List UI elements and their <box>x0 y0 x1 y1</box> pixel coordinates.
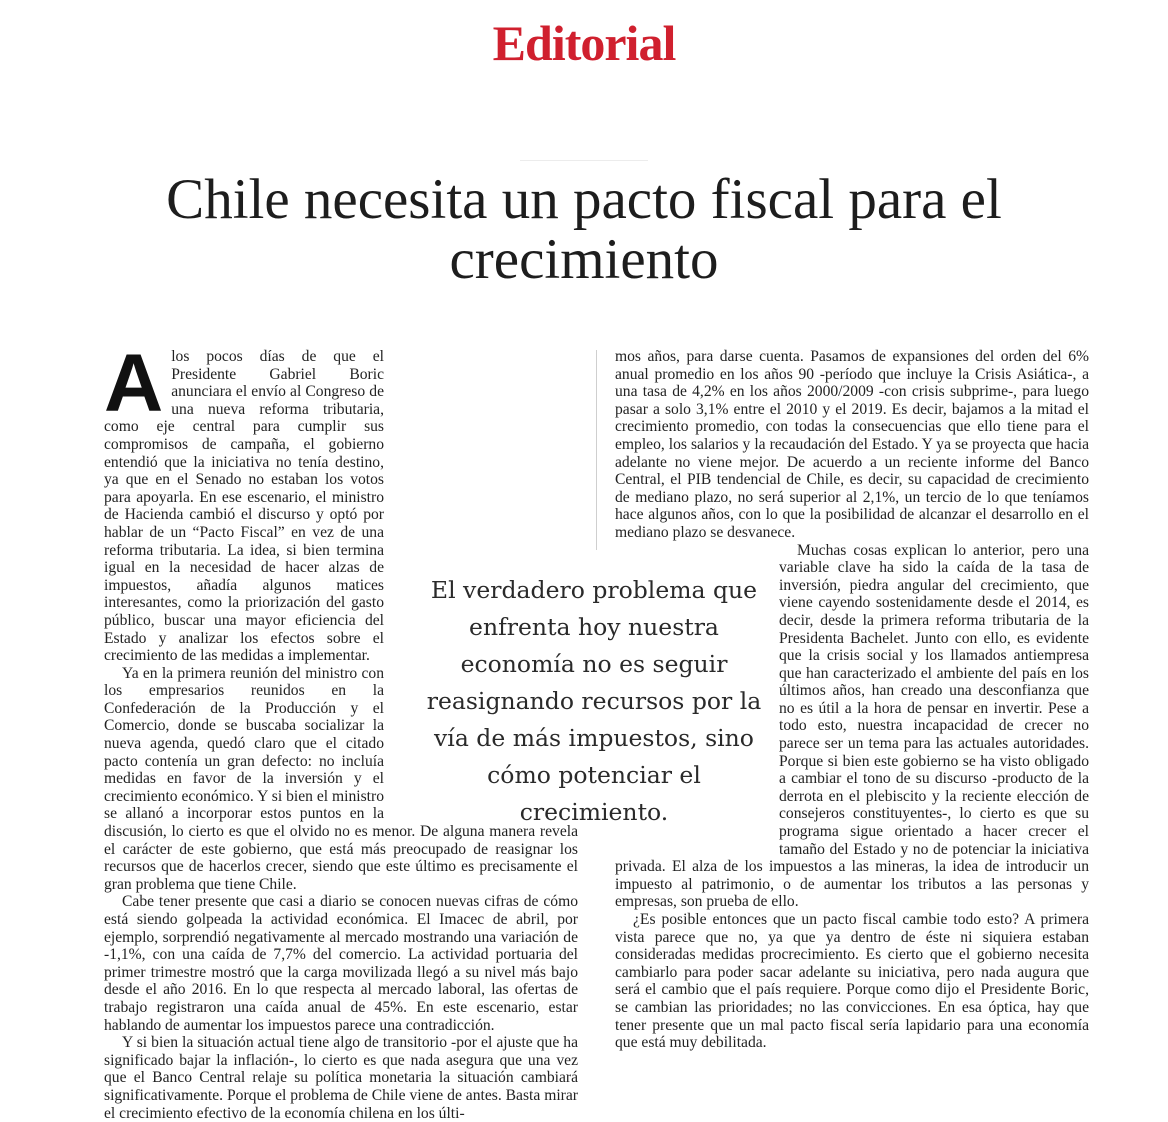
column-rule <box>596 350 597 550</box>
paragraph-6: Muchas cosas explican lo anterior, pero una variable clave ha sido la caída de la tasa de inversión, piedra angular del crecimiento, que viene cayendo sostenidamente desde el 2014, es decir, desde la primera reforma tributaria de la Presidenta Bachelet. Junto con ello, es evidente que la crisis social y los llamados antiempresa que han caracterizado el ambiente del país en los últimos años, han creado una desconfianza que no es útil a la hora de pensar en invertir. Pese a todo esto, nuestra incapacidad de crecer no parece ser un tema para las actuales autoridades. Porque si bien este gobierno se ha visto obligado a cambiar el tono de su discurso -producto de la derrota en el plebiscito y la reciente elección de consejeros constituyentes-, lo cierto es que su programa sigue orientado a hacer crecer el tamaño del Estado y no de potenciar la iniciativa privada. El alza de los impuestos a las mineras, la idea de introducir un impuesto al patrimonio, o de aumentar los tributos a las personas y empresas, son prueba de ello. <box>615 541 1089 911</box>
title-divider <box>520 160 648 161</box>
paragraph-1-text: los pocos días de que el Presidente Gabriel Boric anunciara el envío al Congreso de una nueva reforma tributaria, como eje central para cumplir sus compromisos de campaña, el gobierno entendió que la iniciativa no tenía destino, ya que en el Senado no estaban los votos para apoyarla. En ese escenario, el ministro de Hacienda cambió el discurso y optó por hablar de un “Pacto Fiscal” en vez de una reforma tributaria. La idea, si bien termina igual en la necesidad de hacer alzas de impuestos, añadía algunos matices interesantes, como la priorización del gasto público, buscar una mayor eficiencia del Estado y analizar los efectos sobre el crecimiento de las medidas a implementar. <box>104 348 384 665</box>
headline: Chile necesita un pacto fiscal para el crecimiento <box>166 168 1002 291</box>
paragraph-3: Cabe tener presente que casi a diario se conocen nuevas cifras de cómo está siendo golpeada la actividad económica. El Imacec de abril, por ejemplo, sorprendió negativamente al mercado mostrando una variación de -1,1%, con una caída de 7,7% del comercio. La actividad portuaria del primer trimestre mostró que la carga movilizada llegó a su nivel más bajo desde el año 2016. En lo que respecta al mercado laboral, las ofertas de trabajo registraron una caída anual de 45%. En este escenario, estar hablando de aumentar los impuestos parece una contradicción. <box>104 893 578 1034</box>
paragraph-5: mos años, para darse cuenta. Pasamos de expansiones del orden del 6% anual promedio en los años 90 -período que incluye la Crisis Asiática-, a una tasa de 4,2% en los años 2000/2009 -con crisis subprime-, para luego pasar a solo 3,1% entre el 2010 y el 2019. Es decir, bajamos a la mitad el crecimiento promedio, con todas la consecuencias que ello tiene para el empleo, los salarios y la recaudación del Estado. Y ya se proyecta que hacia adelante no viene mejor. De acuerdo a un reciente informe del Banco Central, el PIB tendencial de Chile, es decir, su capacidad de crecimiento de mediano plazo, no será superior al 2,1%, un tercio de lo que teníamos hace algunos años, con lo que la posibilidad de alcanzar el desarrollo en el mediano plazo se desvanece. <box>615 348 1089 541</box>
paragraph-4: Y si bien la situación actual tiene algo de transitorio -por el ajuste que ha significado bajar la inflación-, lo cierto es que nada asegura que una vez que el Banco Central relaje su política monetaria la situación cambiará significativamente. Porque el problema de Chile viene de antes. Basta mirar el crecimiento efectivo de la economía chilena en los últi- <box>104 1034 578 1122</box>
pullquote: El verdadero problema que enfrenta hoy nuestra economía no es seguir reasignando recursos por la vía de más impuestos, sino cómo potenciar el crecimiento. <box>426 576 762 826</box>
paragraph-7: ¿Es posible entonces que un pacto fiscal cambie todo esto? A primera vista parece que no, ya que ya dentro de éste ni siquiera estaban consideradas medidas procrecimiento. Es cierto que el gobierno necesita cambiarlo para poder sacar adelante su iniciativa, pero nada augura que será el cambio que el país requiere. Porque como dijo el Presidente Boric, se cambian las prioridades; no las convicciones. En esa óptica, hay que tener presente que un mal pacto fiscal sería lapidario para una economía que está muy debilitada. <box>615 911 1089 1052</box>
dropcap: A <box>104 338 164 429</box>
paragraph-2: Ya en la primera reunión del ministro con los empresarios reunidos en la Confederación de la Producción y el Comercio, donde se buscaba socializar la nueva agenda, quedó claro que el citado pacto contenía un gran defecto: no incluía medidas en favor de la inversión y el crecimiento económico. Y si bien el ministro se allanó a incorporar estos puntos en la discusión, lo cierto es que el olvido no es menor. De alguna manera revela el carácter de este gobierno, que está más preocupado de reasignar los recursos que de hacerlos crecer, siendo que este último es precisamente el gran problema que tiene Chile. <box>104 664 578 893</box>
section-title: Editorial <box>492 15 676 71</box>
